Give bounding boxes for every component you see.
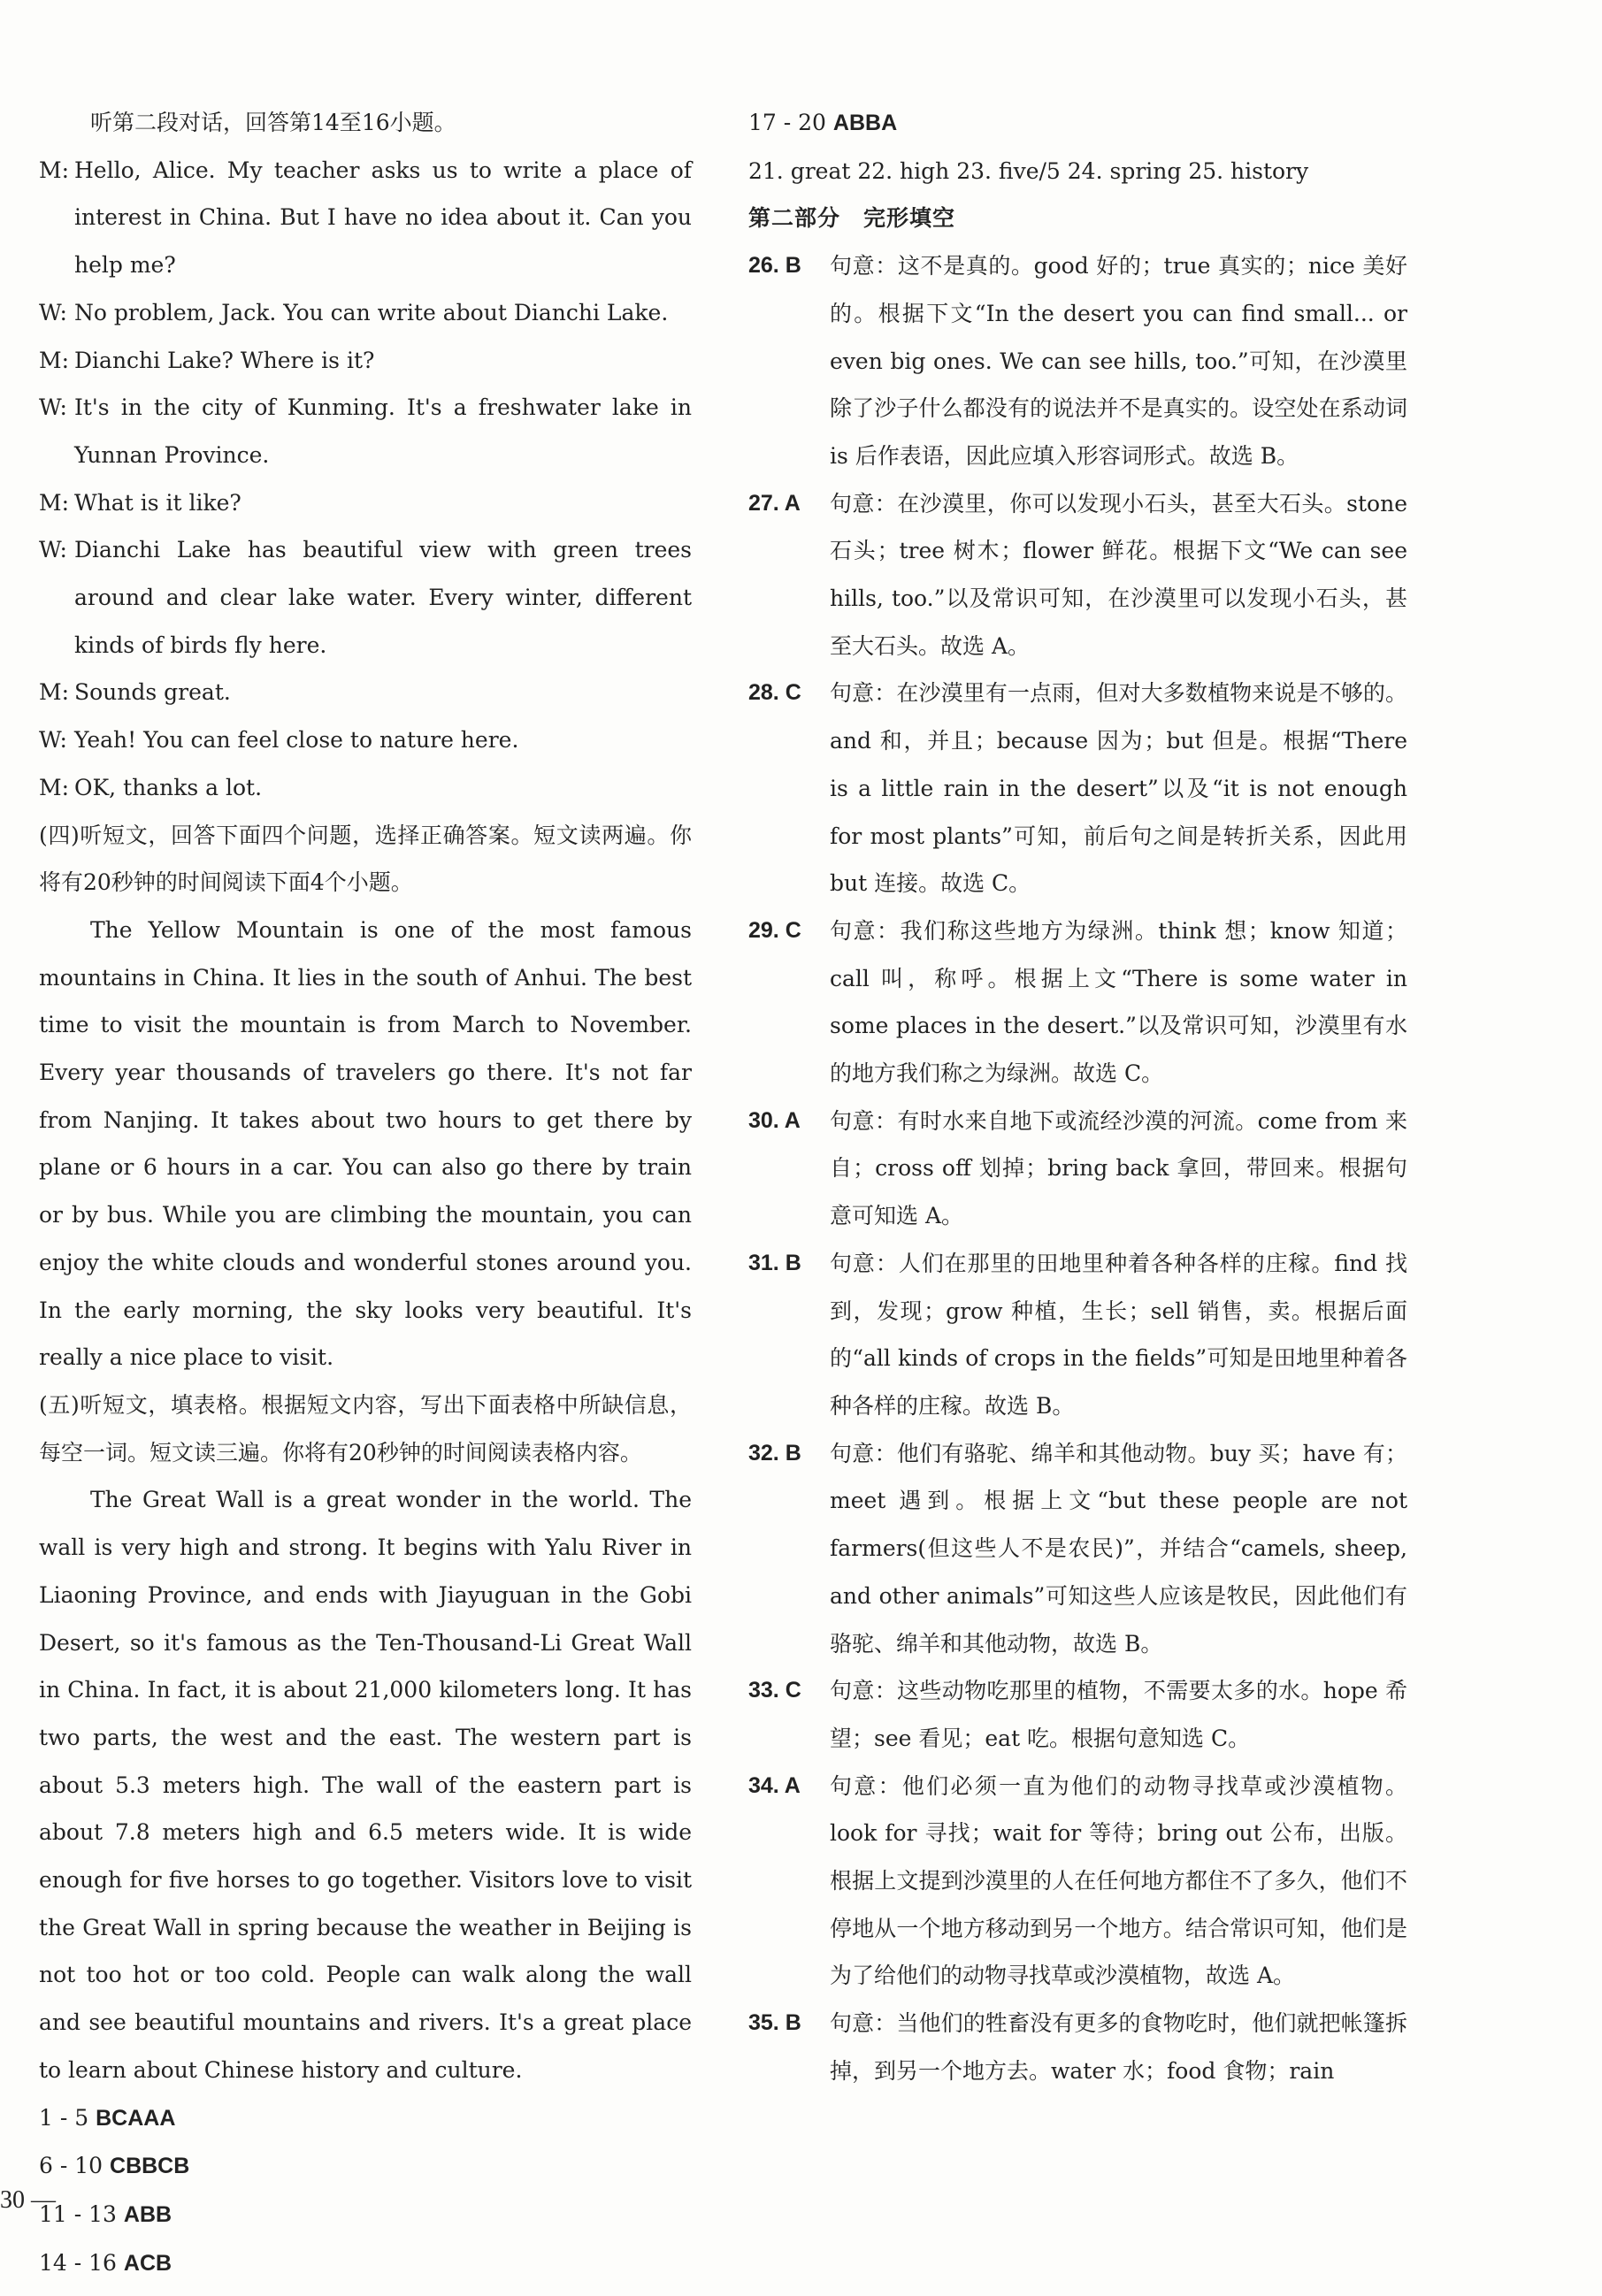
answer-key: CBBCB [110,2154,190,2179]
speaker: W: [39,537,67,563]
explanation-text: 句意：这些动物吃那里的植物，不需要太多的水。hope 希望；see 看见；eat 吃。根据句意知选 C。 [830,1678,1407,1751]
question-explanation [748,670,1407,907]
explanation-text: 句意：这不是真的。good 好的；true 真实的；nice 美好的。根据下文“In the desert you can find small... or even big ones. We can see hills, too.”可知，在沙漠里除了沙子什么都没有的说法并不是真实的。设空处在系动词 is 后作表语，因此应填入形容词形式。故选 B。 [830,253,1407,469]
answer-line [748,99,1407,148]
speaker: M: [39,157,70,183]
explanation-text: 句意：当他们的牲畜没有更多的食物吃时，他们就把帐篷拆掉，到另一个地方去。water 水；food 食物；rain [830,2010,1407,2084]
question-explanation [748,1098,1407,1240]
page-number: 30 — [0,2186,56,2214]
utterance: OK, thanks a lot. [74,774,263,800]
question-explanation [748,2000,1407,2094]
utterance: No problem, Jack. You can write about Dianchi Lake. [74,299,669,325]
answer-range: 1 - 5 [39,2104,89,2131]
answer-key: ABB [123,2201,172,2227]
dialogue-line [39,384,692,478]
answer-range: 17 - 20 [748,110,826,135]
speaker: M: [39,774,70,800]
question-number: 35. B [748,2010,801,2036]
dialogue-line [39,669,692,716]
dialogue-line [39,716,692,764]
part-5-instructions: (五)听短文，填表格。根据短文内容，写出下面表格中所缺信息，每空一词。短文读三遍。你将有20秒钟的时间阅读表格内容。 [39,1391,692,1466]
question-number: 29. C [748,917,801,943]
question-explanation [748,1430,1407,1668]
explanation-text: 句意：人们在那里的田地里种着各种各样的庄稼。find 找到，发现；grow 种植，生长；sell 销售，卖。根据后面的“all kinds of crops in the fields”可知是田地里种着各种各样的庄稼。故选 B。 [830,1250,1407,1419]
speaker: W: [39,727,67,754]
question-number: 26. B [748,253,801,279]
utterance: Hello, Alice. My teacher asks us to write a place of interest in China. But I have no idea about it. Can you help me? [74,157,692,279]
speaker: M: [39,489,70,516]
left-column [39,99,692,2287]
answer-range: 14 - 16 [39,2249,117,2276]
question-explanation [748,242,1407,480]
question-number: 27. A [748,490,801,516]
answer-line [39,2142,692,2191]
explanation-text: 句意：他们必须一直为他们的动物寻找草或沙漠植物。look for 寻找；wait for 等待；bring out 公布，出版。根据上文提到沙漠里的人在任何地方都住不了多久，他们不停地从一个地方移动到另一个地方。结合常识可知，他们是为了给他们的动物寻找草或沙漠植物，故选 A。 [830,1772,1407,1989]
question-explanation [748,907,1407,1098]
question-number: 34. A [748,1772,801,1798]
answer-key: ABBA [832,111,898,135]
speaker: W: [39,299,67,325]
part-4-instructions: (四)听短文，回答下面四个问题，选择正确答案。短文读两遍。你将有20秒钟的时间阅读下面4个小题。 [39,822,692,896]
question-number: 28. C [748,680,801,706]
explanation-text: 句意：在沙漠里有一点雨，但对大多数植物来说是不够的。and 和，并且；because 因为；but 但是。根据“There is a little rain in the desert”以及“it is not enough for most plants”可知，前后句之间是转折关系，因此用 but 连接。故选 C。 [830,680,1407,897]
question-explanation [748,480,1407,670]
question-number: 33. C [748,1678,801,1703]
dialogue-line [39,526,692,669]
answer-key: BCAAA [96,2105,176,2131]
explanation-text: 句意：他们有骆驼、绵羊和其他动物。buy 买；have 有；meet 遇到。根据上文“but these people are not farmers(但这些人不是农民)”，并结合“camels, sheep, and other animals”可知这些人应该是牧民，因此他们有骆驼、绵羊和其他动物，故选 B。 [830,1440,1407,1657]
explanation-text: 句意：在沙漠里，你可以发现小石头，甚至大石头。stone 石头；tree 树木；flower 鲜花。根据下文“We can see hills, too.”以及常识可知，在沙漠里可以发现小石头，甚至大石头。故选 A。 [830,490,1407,659]
explanation-text: 句意：我们称这些地方为绿洲。think 想；know 知道；call 叫，称呼。根据上文“There is some water in some places in the desert.”以及常识可知，沙漠里有水的地方我们称之为绿洲。故选 C。 [830,917,1407,1087]
dialogue [39,147,692,812]
question-number: 31. B [748,1250,801,1275]
speaker: W: [39,394,67,421]
answer-range: 6 - 10 [39,2153,103,2179]
utterance: It's in the city of Kunming. It's a freshwater lake in Yunnan Province. [74,394,692,468]
question-number: 32. B [748,1440,801,1466]
utterance: Sounds great. [74,679,231,706]
utterance: Dianchi Lake? Where is it? [74,347,375,373]
answer-range: 11 - 13 [39,2200,117,2227]
dialogue-line [39,289,692,337]
dialogue-line [39,147,692,289]
utterance: Dianchi Lake has beautiful view with green trees around and clear lake water. Every winter, different kinds of birds fly here. [74,537,692,658]
dialogue-line [39,479,692,527]
passage-yellow-mountain: The Yellow Mountain is one of the most famous mountains in China. It lies in the south of Anhui. The best time to visit the mountain is from March to November. Every year thousands of travelers go there. It's not far from Nanjing. It takes about two hours to get there by plane or 6 hours in a car. You can also go there by train or by bus. While you are climbing the mountain, you can enjoy the white clouds and wonderful stones around you. In the early morning, the sky looks very beautiful. It's really a nice place to visit. [39,916,692,1371]
fill-in-answers: 21. great 22. high 23. five/5 24. spring 25. history [748,157,1309,184]
question-explanation [748,1763,1407,2001]
right-column [748,99,1407,2095]
speaker: M: [39,347,70,373]
dialogue-line [39,764,692,812]
passage-great-wall: The Great Wall is a great wonder in the world. The wall is very high and strong. It begins with Yalu River in Liaoning Province, and ends with Jiayuguan in the Gobi Desert, so it's famous as the Ten-Thousand-Li Great Wall in China. In fact, it is about 21,000 kilometers long. It has two parts, the west and the east. The western part is about 5.3 meters high. The wall of the eastern part is about 7.8 meters high and 6.5 meters wide. It is wide enough for five horses to go together. Visitors love to visit the Great Wall in spring because the weather in Beijing is not too hot or too cold. People can walk along the wall and see beautiful mountains and rivers. It's a great place to learn about Chinese history and culture. [39,1487,692,2083]
question-number: 30. A [748,1107,801,1133]
question-explanation [748,1240,1407,1430]
answer-key: ACB [123,2250,172,2276]
utterance: Yeah! You can feel close to nature here. [74,727,519,754]
explanation-text: 句意：有时水来自地下或流经沙漠的河流。come from 来自；cross off 划掉；bring back 拿回，带回来。根据句意可知选 A。 [830,1107,1407,1229]
section-title: 第二部分 完形填空 [748,205,956,232]
answer-line [39,2191,692,2239]
question-explanation [748,1667,1407,1762]
dialogue-2-intro: 听第二段对话，回答第14至16小题。 [90,110,456,135]
speaker: M: [39,679,70,706]
utterance: What is it like? [74,489,241,516]
dialogue-line [39,337,692,385]
answer-line [39,2094,692,2143]
answer-line [39,2239,692,2288]
